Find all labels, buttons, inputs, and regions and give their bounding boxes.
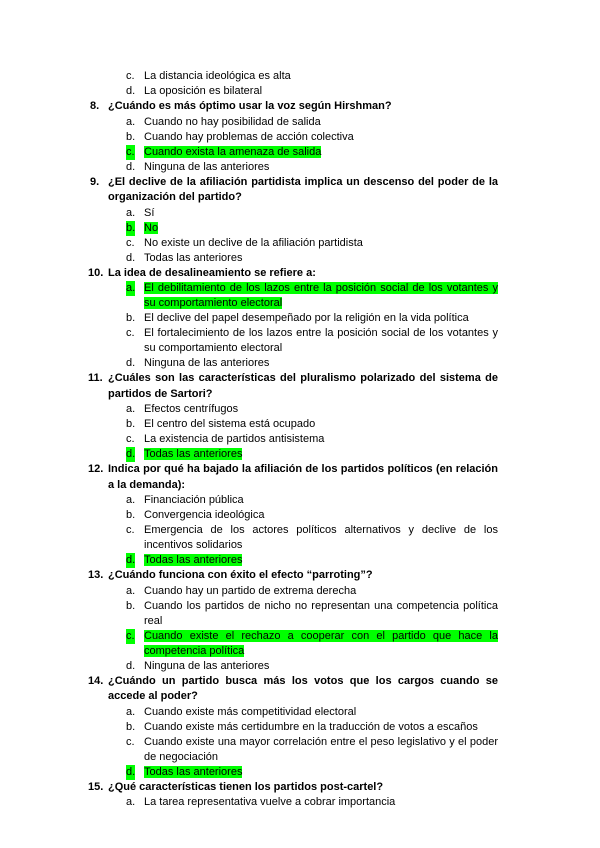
option-text: Todas las anteriores [144, 251, 243, 264]
option-letter: b. [126, 221, 136, 234]
option-letter: a. [126, 796, 136, 808]
option-letter: b. [126, 509, 136, 521]
question-text: La idea de desalineamiento se refiere a: [108, 266, 316, 279]
option-correct [126, 553, 498, 568]
option-letter: d. [126, 554, 136, 566]
question-text: ¿Cuándo funciona con éxito el efecto “parroting”? [108, 569, 373, 581]
option-text: El declive del papel desempeñado por la religión en la vida política [144, 312, 469, 324]
question-number: 11. [88, 372, 103, 384]
option [126, 206, 498, 221]
option [126, 160, 498, 175]
option-text: Cuando exista la amenaza de salida [144, 145, 322, 158]
question-number: 9. [90, 175, 100, 188]
question-15 [88, 780, 498, 796]
question-8 [90, 99, 498, 115]
option [126, 523, 498, 553]
option-letter: d. [126, 765, 136, 778]
option-text: Convergencia ideológica [144, 509, 265, 521]
option [126, 417, 498, 432]
option-letter: d. [126, 160, 136, 173]
question-14 [88, 674, 498, 705]
option-correct [126, 765, 498, 780]
quiz-content [0, 69, 600, 810]
option-correct [126, 145, 498, 160]
option [126, 69, 498, 84]
option-text: Cuando los partidos de nicho no representan una competencia política real [144, 599, 498, 627]
option-letter: b. [126, 599, 136, 612]
question-number: 12. [88, 463, 104, 475]
option-letter: d. [126, 357, 136, 369]
option-text: La existencia de partidos antisistema [144, 433, 325, 445]
option-letter: c. [126, 629, 135, 642]
option [126, 659, 498, 674]
option-text: Todas las anteriores [144, 448, 243, 460]
option-letter: d. [126, 85, 136, 97]
option-text: No [144, 221, 159, 234]
option-correct [126, 447, 498, 462]
question-text: ¿El declive de la afiliación partidista implica un descenso del poder de la organización del partido? [108, 175, 498, 203]
option-letter: c. [126, 70, 135, 82]
option [126, 115, 498, 130]
option-text: La oposición es bilateral [144, 85, 263, 97]
option [126, 84, 498, 99]
option-text: Cuando hay un partido de extrema derecha [144, 584, 357, 597]
question-13 [88, 568, 498, 584]
option [126, 251, 498, 266]
option-correct [126, 281, 498, 311]
option [126, 432, 498, 447]
option-letter: a. [126, 115, 136, 128]
option [126, 584, 498, 599]
option-letter: d. [126, 251, 136, 264]
option-letter: b. [126, 418, 136, 430]
option-letter: d. [126, 659, 136, 672]
option [126, 735, 498, 765]
question-number: 10. [88, 266, 104, 279]
option-text: Cuando existe más competitividad electoral [144, 705, 357, 718]
option-text: Cuando no hay posibilidad de salida [144, 115, 321, 128]
option-letter: a. [126, 705, 136, 718]
question-number: 8. [90, 100, 100, 112]
option-correct [126, 629, 498, 659]
option [126, 720, 498, 735]
option [126, 236, 498, 251]
option-letter: c. [126, 145, 135, 158]
question-12 [88, 462, 498, 493]
question-text: ¿Qué características tienen los partidos post-cartel? [108, 780, 384, 793]
option-letter: a. [126, 494, 136, 506]
option-letter: b. [126, 312, 136, 324]
option-text: No existe un declive de la afiliación partidista [144, 236, 363, 249]
option-text: Ninguna de las anteriores [144, 659, 270, 672]
option-text: Cuando existe el rechazo a cooperar con el partido que hace la competencia política [144, 629, 498, 657]
option-letter: d. [126, 448, 136, 460]
option-text: Ninguna de las anteriores [144, 160, 270, 173]
question-9 [90, 175, 498, 206]
question-text: Indica por qué ha bajado la afiliación de los partidos políticos (en relación a la demanda): [108, 463, 498, 491]
option-text: La tarea representativa vuelve a cobrar importancia [144, 796, 396, 808]
option-letter: b. [126, 720, 136, 733]
question-text: ¿Cuáles son las características del pluralismo polarizado del sistema de partidos de Sartori? [108, 372, 498, 400]
option [126, 130, 498, 145]
option-text: El centro del sistema está ocupado [144, 418, 316, 430]
question-text: ¿Cuándo un partido busca más los votos que los cargos cuando se accede al poder? [108, 674, 498, 702]
option-text: Emergencia de los actores políticos alternativos y declive de los incentivos solidarios [144, 524, 498, 551]
option-text: Financiación pública [144, 494, 244, 506]
option-text: Cuando existe más certidumbre en la traducción de votos a escaños [144, 720, 478, 733]
option [126, 705, 498, 720]
question-number: 15. [88, 780, 104, 793]
option-letter: a. [126, 206, 136, 219]
option-text: Cuando existe una mayor correlación entre el peso legislativo y el poder de negociación [144, 735, 498, 763]
option [126, 599, 498, 629]
option [126, 326, 498, 356]
option-letter: c. [126, 735, 135, 748]
option-letter: a. [126, 282, 136, 294]
option [126, 795, 498, 810]
question-number: 13. [88, 569, 104, 581]
option-text: Ninguna de las anteriores [144, 357, 270, 369]
option-letter: c. [126, 327, 135, 339]
option-text: La distancia ideológica es alta [144, 70, 291, 82]
question-number: 14. [88, 674, 104, 687]
option-letter: b. [126, 130, 136, 143]
option-letter: c. [126, 433, 135, 445]
question-11 [88, 371, 498, 402]
option-letter: c. [126, 236, 135, 249]
option-text: Cuando hay problemas de acción colectiva [144, 130, 354, 143]
intro-options [0, 69, 600, 99]
option-letter: a. [126, 403, 136, 415]
option [126, 493, 498, 508]
question-text: ¿Cuándo es más óptimo usar la voz según Hirshman? [108, 100, 392, 112]
option-text: Todas las anteriores [144, 765, 243, 778]
question-10 [88, 266, 498, 282]
option-text: Todas las anteriores [144, 554, 243, 566]
option-correct [126, 221, 498, 236]
option [126, 356, 498, 371]
option-text: Efectos centrífugos [144, 403, 239, 415]
option-letter: c. [126, 524, 135, 536]
option-text: Sí [144, 206, 155, 219]
option [126, 508, 498, 523]
option-letter: a. [126, 584, 136, 597]
option [126, 311, 498, 326]
option-text: El debilitamiento de los lazos entre la posición social de los votantes y su comportamiento electoral [144, 282, 498, 309]
option [126, 402, 498, 417]
option-text: El fortalecimiento de los lazos entre la posición social de los votantes y su comportamiento electoral [144, 327, 498, 354]
